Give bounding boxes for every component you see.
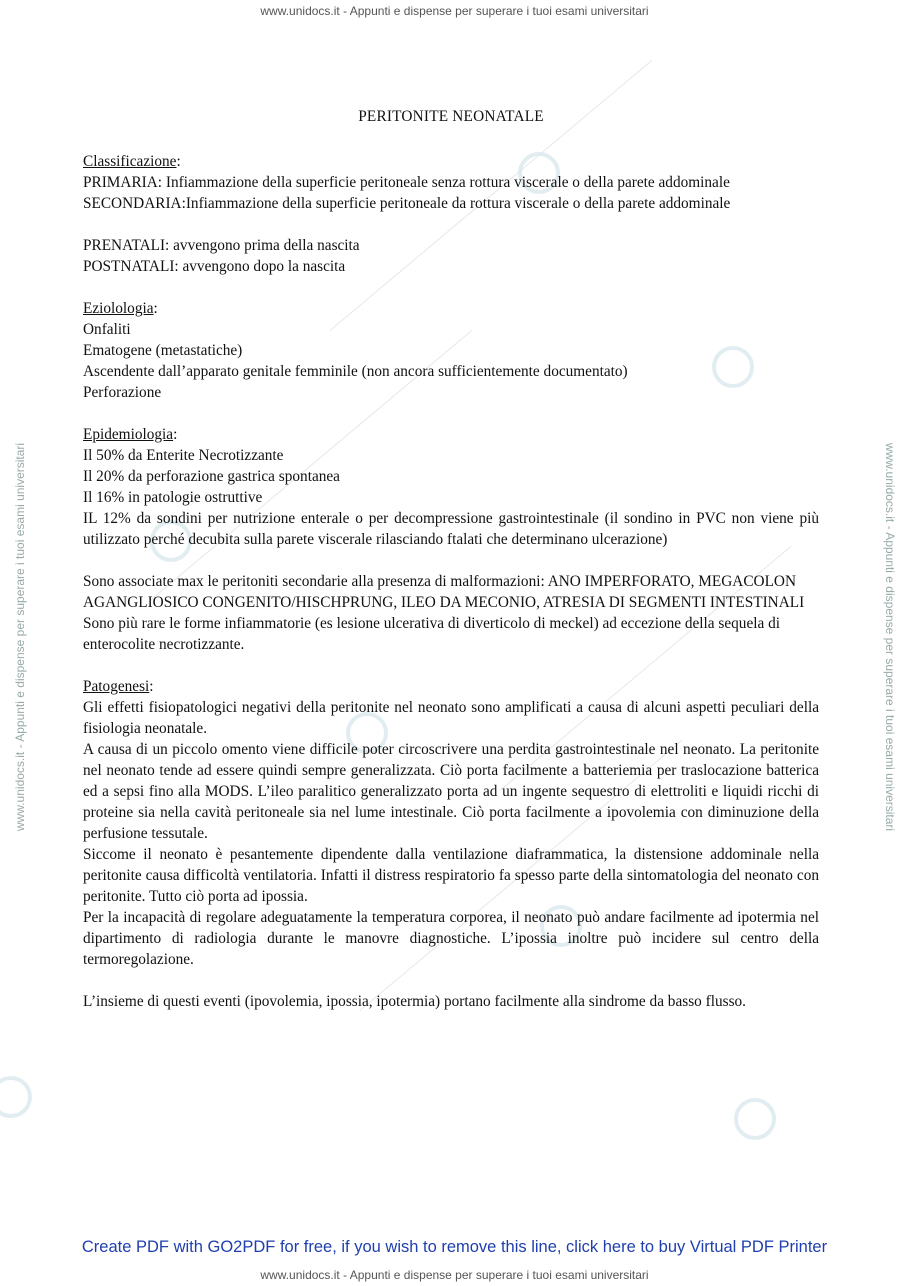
section-heading: Epidemiologia — [83, 426, 174, 443]
list-item: Ascendente dall’apparato genitale femminile (non ancora sufficientemente documentato) — [83, 363, 628, 380]
paragraph: PRENATALI: avvengono prima della nascita — [83, 237, 360, 254]
paragraph: SECONDARIA:Infiammazione della superficie peritoneale da rottura viscerale o della parete addominale — [83, 195, 731, 212]
list-item: Il 16% in patologie ostruttive — [83, 489, 263, 506]
watermark-right-side: www.unidocs.it - Appunti e dispense per superare i tuoi esami universitari — [883, 442, 897, 832]
list-item: Onfaliti — [83, 321, 131, 338]
paragraph: PRIMARIA: Infiammazione della superficie peritoneale senza rottura viscerale o della parete addominale — [83, 174, 730, 191]
section-heading: Eziolologia — [83, 300, 154, 317]
section-patogenesi: Patogenesi: Gli effetti fisiopatologici negativi della peritonite nel neonato sono amplificati a causa di alcuni aspetti peculiari della fisiologia neonatale. A causa di un piccolo omento viene difficile poter circoscrivere una perdita gastrointestinale nel neonato. La peritonite nel neonato tende ad essere quindi sempre generalizzata. Ciò porta facilmente a batteriemia per traslocazione batterica ed a sepsi fino alla MODS. L’ileo paralitico generalizzato porta ad un ingente sequestro di elettroliti e liquidi ricchi di proteine sia nella cavità peritoneale sia nel lume intestinale. Ciò porta facilmente a ipovolemia con diminuzione della perfusione tessutale. Siccome il neonato è pesantemente dipendente dalla ventilazione diaframmatica, la distensione addominale nella peritonite causa difficoltà ventilatoria. Infatti il distress respiratorio fa spesso parte della sintomatologia del neonato con peritonite. Tutto ciò porta ad ipossia. Per la incapacità di regolare adeguatamente la temperatura corporea, il neonato può andare facilmente ad ipotermia nel dipartimento di radiologia durante le manovre diagnostiche. L’ipossia inoltre può incidere sul centro della termoregolazione. L’insieme di questi eventi (ipovolemia, ipossia, ipotermia) portano facilmente alla sindrome da basso flusso. — [83, 678, 819, 1010]
paragraph: L’insieme di questi eventi (ipovolemia, ipossia, ipotermia) portano facilmente alla sindrome da basso flusso. — [83, 993, 746, 1010]
paragraph: Per la incapacità di regolare adeguatamente la temperatura corporea, il neonato può andare facilmente ad ipotermia nel dipartimento di radiologia durante le manovre diagnostiche. L’ipossia inoltre può incidere sul centro della termoregolazione. — [83, 909, 819, 968]
list-item: IL 12% da sondini per nutrizione enterale o per decompressione gastrointestinale (il sondino in PVC non viene più utilizzato perché decubita sulla parete viscerale rilasciando ftalati che determinano ulcerazione) — [83, 510, 819, 548]
section-classificazione: Classificazione: PRIMARIA: Infiammazione della superficie peritoneale senza rottura viscerale o della parete addominale SECONDARIA:Infiammazione della superficie peritoneale da rottura viscerale o della parete addominale PRENATALI: avvengono prima della nascita POSTNATALI: avvengono dopo la nascita — [83, 151, 819, 277]
page-title: PERITONITE NEONATALE — [358, 108, 544, 125]
paragraph: A causa di un piccolo omento viene difficile poter circoscrivere una perdita gastrointestinale nel neonato. La peritonite nel neonato tende ad essere quindi sempre generalizzata. Ciò porta facilmente a batteriemia per traslocazione batterica ed a sepsi fino alla MODS. L’ileo paralitico generalizzato porta ad un ingente sequestro di elettroliti e liquidi ricchi di proteine sia nella cavità peritoneale sia nel lume intestinale. Ciò porta facilmente a ipovolemia con diminuzione della perfusione tessutale. — [83, 741, 819, 842]
watermark-header-text: www.unidocs.it - Appunti e dispense per superare i tuoi esami universitari — [260, 4, 649, 18]
watermark-footer — [0, 1268, 909, 1282]
list-item: Il 20% da perforazione gastrica spontanea — [83, 468, 340, 485]
list-item: Perforazione — [83, 384, 162, 401]
watermark-left-side: www.unidocs.it - Appunti e dispense per superare i tuoi esami universitari — [13, 442, 27, 832]
watermark-logo-icon — [0, 1076, 32, 1118]
watermark-logo-icon — [734, 1098, 776, 1140]
paragraph: Siccome il neonato è pesantemente dipendente dalla ventilazione diaframmatica, la distensione addominale nella peritonite causa difficoltà ventilatoria. Infatti il distress respiratorio fa spesso parte della sintomatologia del neonato con peritonite. Tutto ciò porta ad ipossia. — [83, 846, 819, 905]
list-item: Ematogene (metastatiche) — [83, 342, 243, 359]
section-epidemiologia: Epidemiologia: Il 50% da Enterite Necrotizzante Il 20% da perforazione gastrica spontanea Il 16% in patologie ostruttive IL 12% da sondini per nutrizione enterale o per decompressione gastrointestinale (il sondino in PVC non viene più utilizzato perché decubita sulla parete viscerale rilasciando ftalati che determinano ulcerazione) Sono associate max le peritoniti secondarie alla presenza di malformazioni: ANO IMPERFORATO, MEGACOLON AGANGLIOSICO CONGENITO/HISCHPRUNG, ILEO DA MECONIO, ATRESIA DI SEGMENTI INTESTINALI Sono più rare le forme infiammatorie (es lesione ulcerativa di diverticolo di meckel) ad eccezione della sequela di enterocolite necrotizzante. — [83, 426, 819, 653]
paragraph: POSTNATALI: avvengono dopo la nascita — [83, 258, 346, 275]
watermark-header — [0, 4, 909, 18]
watermark-footer-text: www.unidocs.it - Appunti e dispense per superare i tuoi esami universitari — [260, 1268, 649, 1282]
section-heading: Classificazione — [83, 153, 177, 170]
list-item: Il 50% da Enterite Necrotizzante — [83, 447, 284, 464]
section-eziologia: Eziolologia: Onfaliti Ematogene (metastatiche) Ascendente dall’apparato genitale femminile (non ancora sufficientemente documentato) Perforazione — [83, 298, 819, 403]
section-heading: Patogenesi — [83, 678, 150, 695]
paragraph: Sono più rare le forme infiammatorie (es lesione ulcerativa di diverticolo di meckel) ad eccezione della sequela di enterocolite necrotizzante. — [83, 615, 780, 653]
paragraph: Sono associate max le peritoniti secondarie alla presenza di malformazioni: ANO IMPERFORATO, MEGACOLON AGANGLIOSICO CONGENITO/HISCHPRUNG, ILEO DA MECONIO, ATRESIA DI SEGMENTI INTESTINALI — [83, 573, 805, 611]
paragraph: Gli effetti fisiopatologici negativi della peritonite nel neonato sono amplificati a causa di alcuni aspetti peculiari della fisiologia neonatale. — [83, 699, 819, 737]
document-body — [83, 106, 819, 1012]
pdf-creator-link[interactable]: Create PDF with GO2PDF for free, if you wish to remove this line, click here to buy Virtual PDF Printer — [81, 1238, 828, 1256]
